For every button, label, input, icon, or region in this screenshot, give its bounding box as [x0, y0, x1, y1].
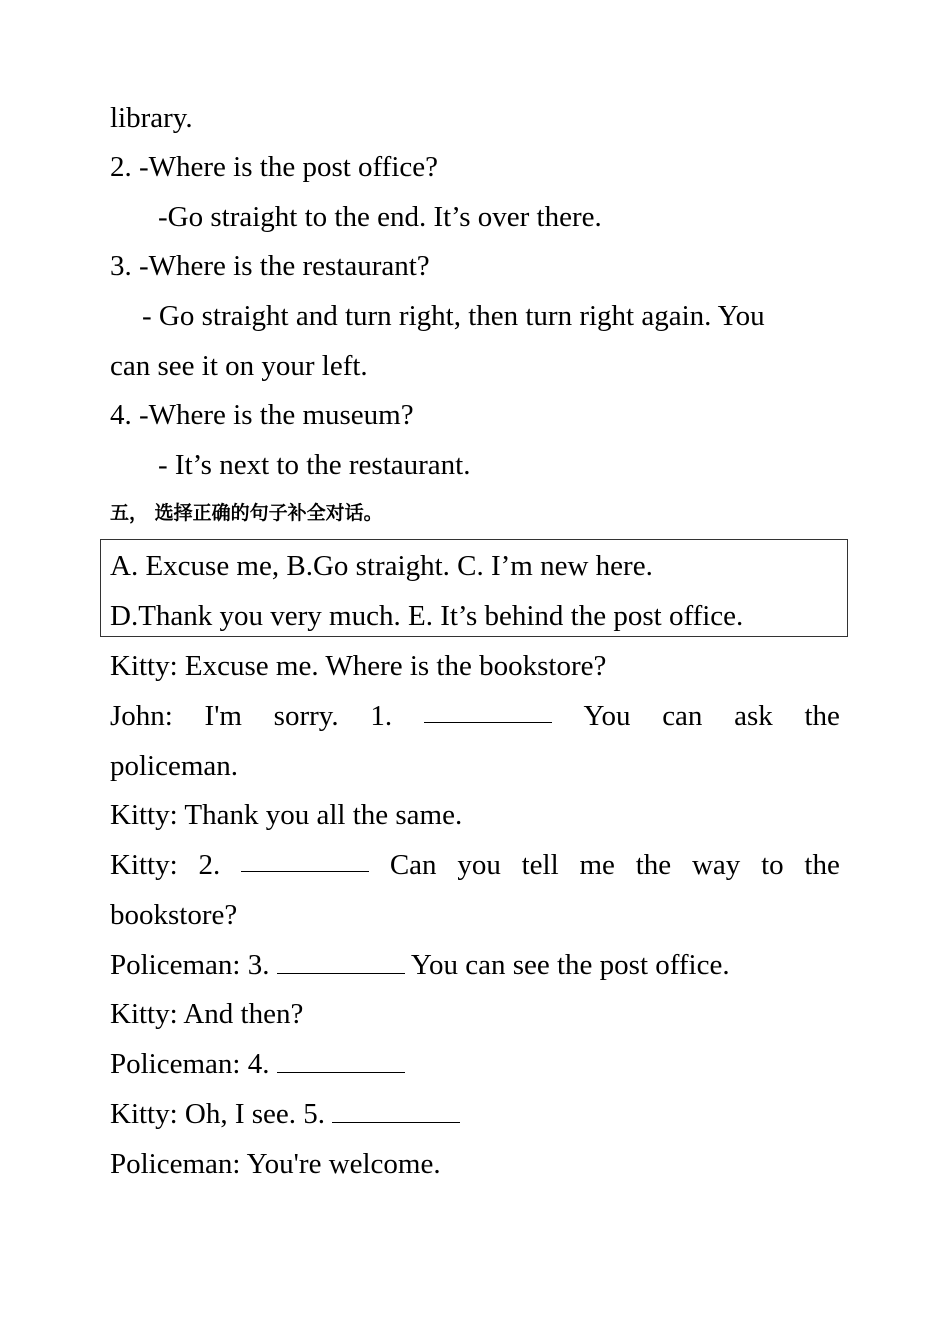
answer-3-line2: can see it on your left.: [110, 350, 368, 382]
answer-blank-5[interactable]: [332, 1098, 460, 1123]
word: You: [583, 700, 631, 732]
question-2: 2. -Where is the post office?: [110, 151, 439, 183]
word: you: [457, 849, 501, 881]
dialogue-line-7: [110, 1046, 405, 1082]
word: John:: [110, 700, 173, 732]
dialogue-line-4b: bookstore?: [110, 899, 238, 931]
word: I'm: [204, 700, 242, 732]
dialogue-line-1: Kitty: Excuse me. Where is the bookstore?: [110, 650, 607, 682]
options-box: [100, 539, 848, 637]
answer-4: - It’s next to the restaurant.: [158, 449, 471, 481]
dialogue-line-8: [110, 1096, 460, 1132]
word: way: [691, 849, 741, 881]
dialogue-line-2: [110, 698, 840, 734]
speaker-text: Policeman: 3.: [110, 949, 270, 981]
word: tell: [521, 849, 559, 881]
word: the: [635, 849, 672, 881]
answer-2: -Go straight to the end. It’s over there.: [158, 201, 602, 233]
answer-blank-1[interactable]: [424, 698, 552, 723]
line-text: You can see the post office.: [410, 949, 730, 981]
dialogue-line-3: Kitty: Thank you all the same.: [110, 799, 463, 831]
word: Kitty:: [110, 849, 178, 881]
answer-3-line1: - Go straight and turn right, then turn right again. You: [142, 300, 765, 332]
word: Can: [389, 849, 437, 881]
word: 1.: [370, 700, 393, 732]
word: the: [804, 700, 840, 732]
word: to: [761, 849, 784, 881]
answer-blank-4[interactable]: [277, 1048, 405, 1073]
question-4: 4. -Where is the museum?: [110, 399, 414, 431]
dialogue-line-2b: policeman.: [110, 750, 239, 782]
line-library: library.: [110, 102, 193, 134]
options-line-2: D.Thank you very much. E. It’s behind the post office.: [110, 600, 744, 632]
section-5-heading: 五， 选择正确的句子补全对话。: [110, 502, 383, 524]
word: sorry.: [273, 700, 339, 732]
speaker-text: Policeman: 4.: [110, 1048, 270, 1080]
speaker-text: Kitty: Oh, I see. 5.: [110, 1098, 326, 1130]
question-3: 3. -Where is the restaurant?: [110, 250, 430, 282]
answer-blank-3[interactable]: [277, 949, 405, 974]
word: ask: [734, 700, 773, 732]
word: me: [579, 849, 615, 881]
word: the: [804, 849, 840, 881]
options-line-1: A. Excuse me, B.Go straight. C. I’m new here.: [110, 550, 653, 582]
dialogue-line-6: Kitty: And then?: [110, 998, 304, 1030]
word: can: [662, 700, 703, 732]
word: 2.: [198, 849, 221, 881]
answer-blank-2[interactable]: [241, 847, 369, 872]
dialogue-line-5: [110, 947, 730, 983]
dialogue-line-9: Policeman: You're welcome.: [110, 1148, 441, 1180]
dialogue-line-4: [110, 847, 840, 883]
